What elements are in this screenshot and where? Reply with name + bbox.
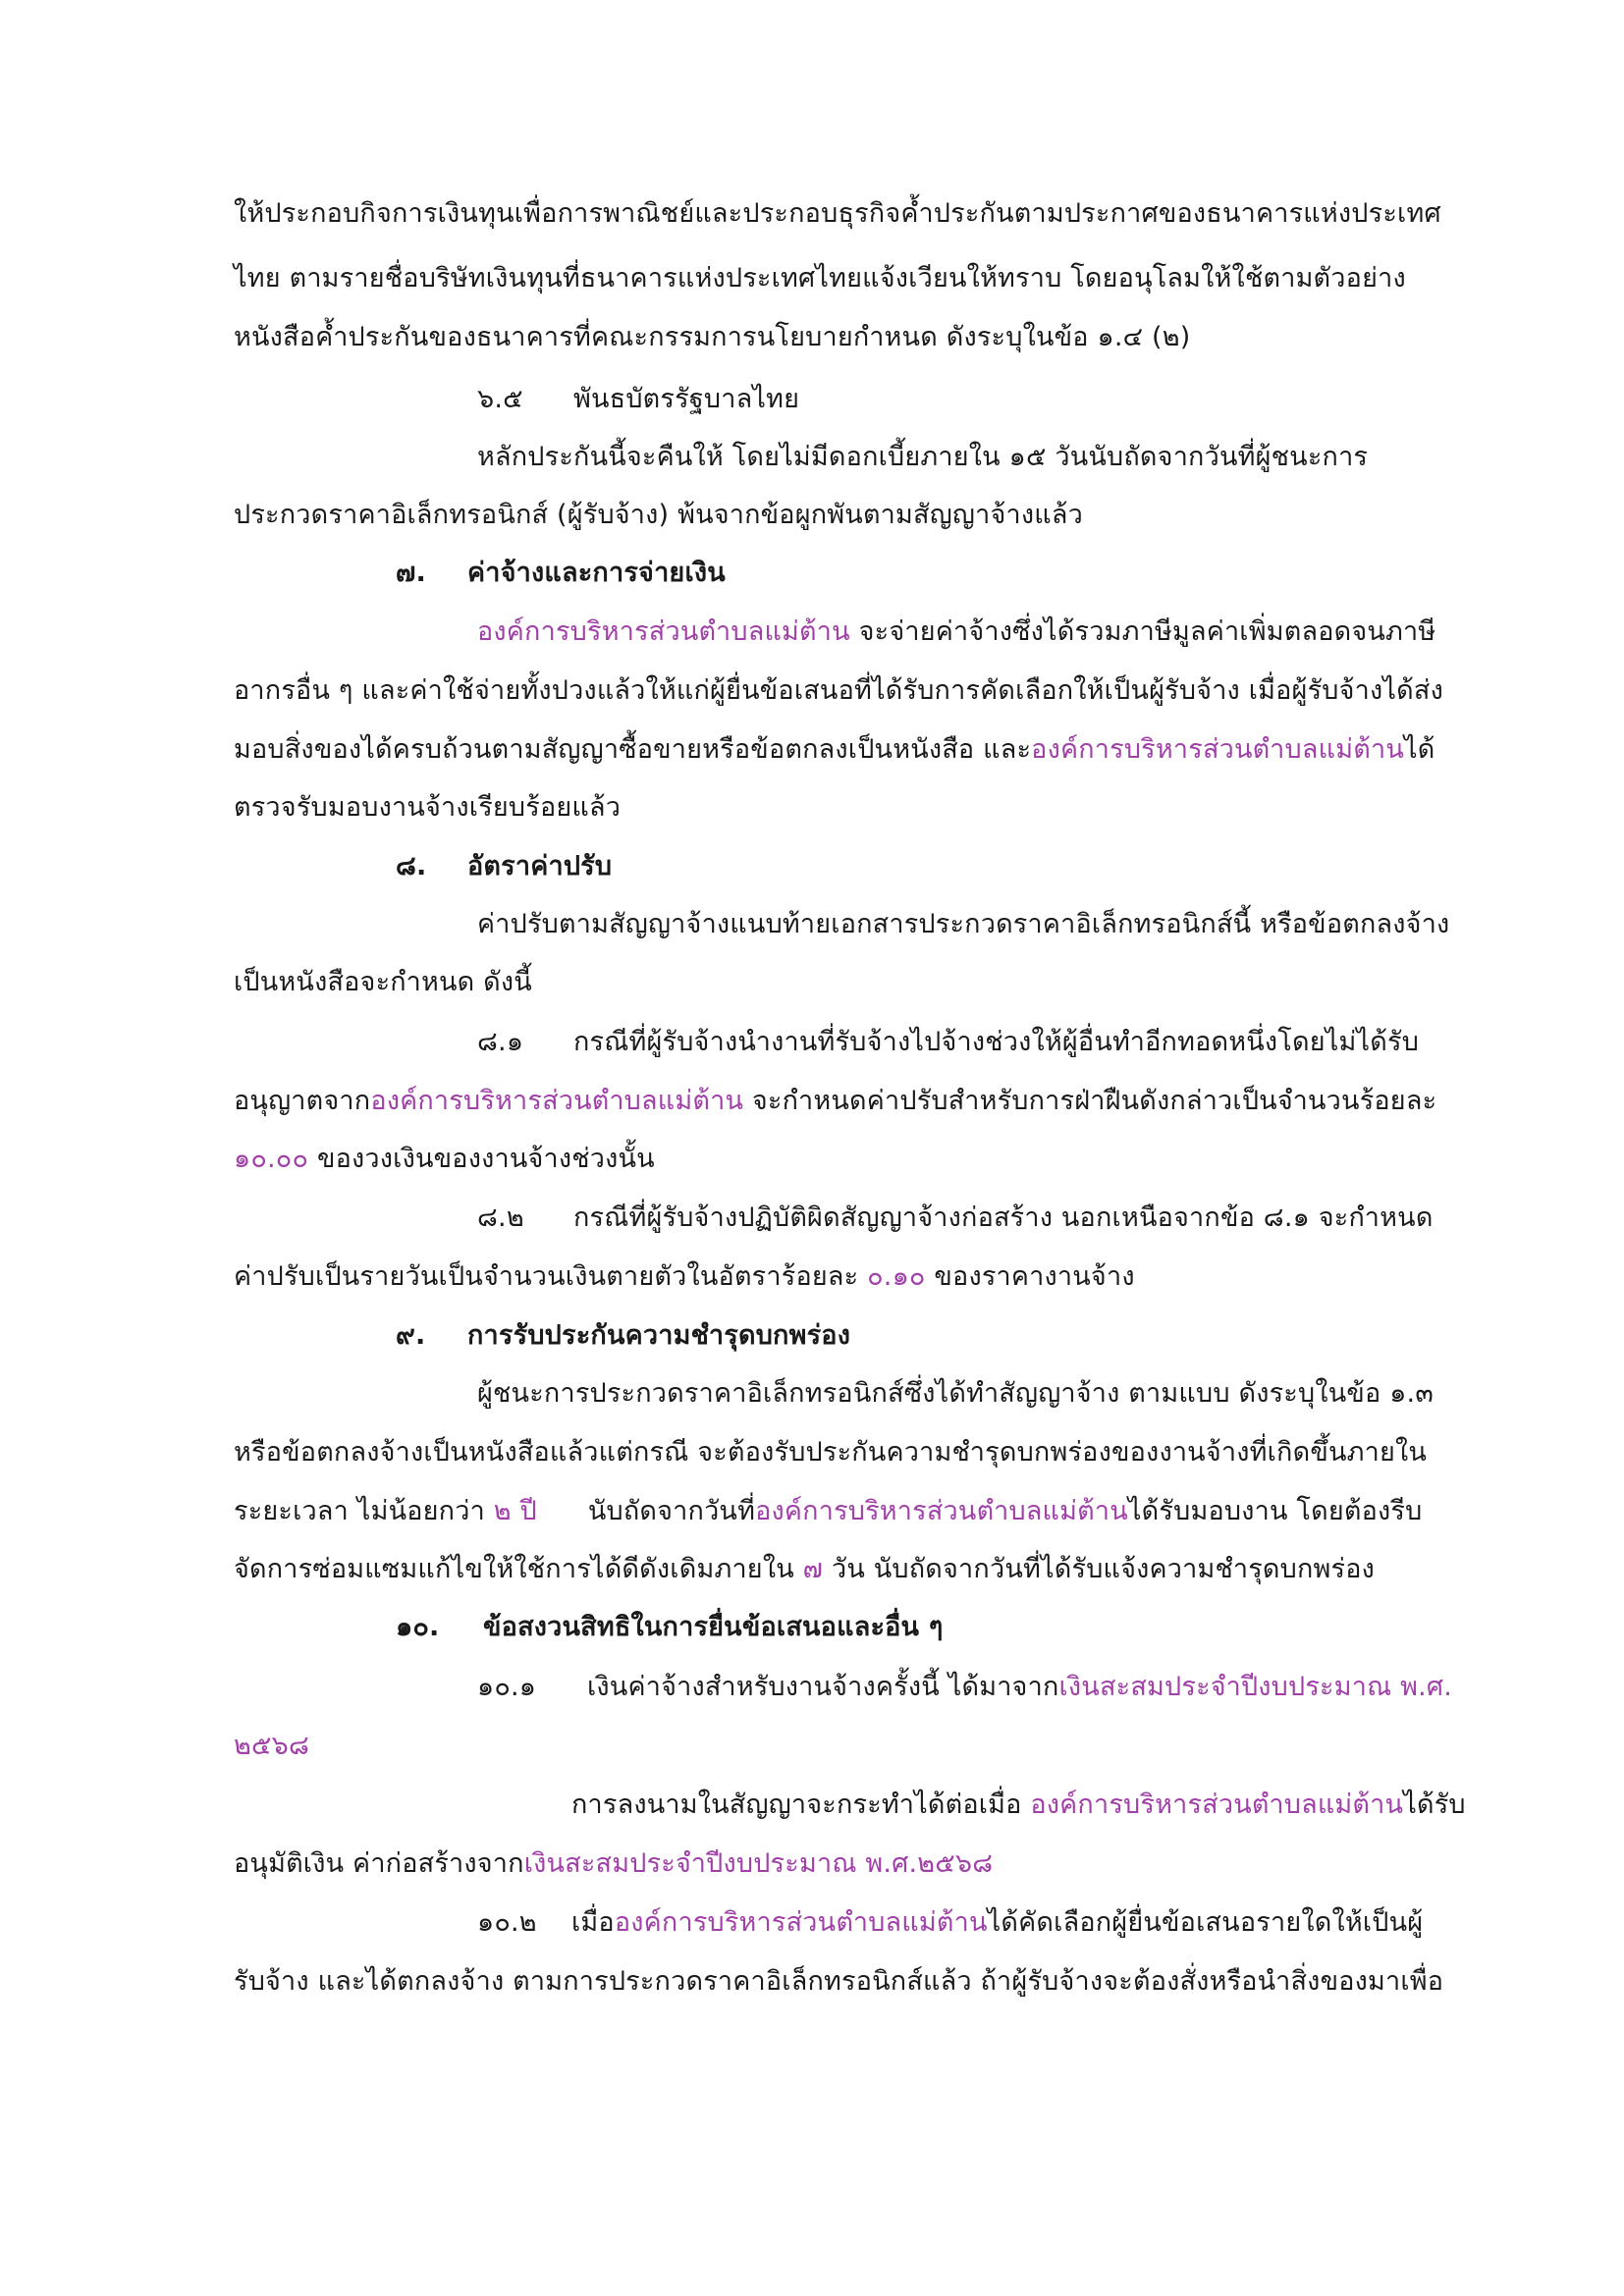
org-name: องค์การบริหารส่วนตำบลแม่ต้าน — [755, 1496, 1128, 1526]
section-9-title: การรับประกันความชำรุดบกพร่อง — [467, 1320, 851, 1351]
paragraph-line: อนุญาตจากองค์การบริหารส่วนตำบลแม่ต้าน จะกำหนดค่าปรับสำหรับการฝ่าฝืนดังกล่าวเป็นจำนวนร้อยละ — [234, 1086, 1437, 1116]
paragraph-line: กรณีที่ผู้รับจ้างปฏิบัติผิดสัญญาจ้างก่อสร้าง นอกเหนือจากข้อ ๘.๑ จะกำหนด — [573, 1202, 1434, 1233]
paragraph-line: ค่าปรับเป็นรายวันเป็นจำนวนเงินตายตัวในอัตราร้อยละ ๐.๑๐ ของราคางานจ้าง — [234, 1261, 1135, 1292]
paragraph-line — [234, 192, 1441, 236]
text: ไทย ตามรายชื่อบริษัทเงินทุนที่ธนาคารแห่งประเทศไทยแจ้งเวียนให้ทราบ โดยอนุโลมให้ใช้ตามตัวอย่าง — [234, 263, 1406, 294]
item-6-5-text: พันธบัตรรัฐบาลไทย — [573, 384, 800, 414]
text: ให้ประกอบกิจการเงินทุนเพื่อการพาณิชย์และประกอบธุรกิจค้ำประกันตามประกาศของธนาคารแห่งประเทศ — [234, 198, 1441, 229]
text: หนังสือค้ำประกันของธนาคารที่คณะกรรมการนโยบายกำหนด ดังระบุในข้อ ๑.๔ (๒) — [234, 322, 1191, 352]
repair-days: ๗ — [802, 1554, 824, 1584]
warranty-period: ๒ ปี — [493, 1496, 537, 1526]
org-name: องค์การบริหารส่วนตำบลแม่ต้าน — [1031, 734, 1404, 765]
paragraph-line: กรณีที่ผู้รับจ้างนำงานที่รับจ้างไปจ้างช่วงให้ผู้อื่นทำอีกทอดหนึ่งโดยไม่ได้รับ — [573, 1027, 1420, 1057]
section-10-title: ข้อสงวนสิทธิในการยื่นข้อเสนอและอื่น ๆ — [483, 1612, 944, 1642]
daily-penalty-percent: ๐.๑๐ — [867, 1261, 926, 1292]
paragraph-line: การลงนามในสัญญาจะกระทำได้ต่อเมื่อ องค์การบริหารส่วนตำบลแม่ต้านได้รับ — [571, 1789, 1466, 1820]
paragraph-line: อากรอื่น ๆ และค่าใช้จ่ายทั้งปวงแล้วให้แก่ผู้ยื่นข้อเสนอที่ได้รับการคัดเลือกให้เป็นผู้รับจ้าง เมื่อผู้รับจ้างได้ส่ง — [234, 675, 1443, 706]
org-name: องค์การบริหารส่วนตำบลแม่ต้าน — [477, 616, 850, 647]
budget-year: ๒๕๖๘ — [234, 1731, 310, 1761]
item-6-5-number: ๖.๕ — [477, 384, 523, 414]
paragraph-line — [234, 1725, 309, 1768]
item-10-2-number: ๑๐.๒ — [477, 1907, 537, 1938]
item-8-1-number: ๘.๑ — [477, 1027, 524, 1057]
paragraph-line: ตรวจรับมอบงานจ้างเรียบร้อยแล้ว — [234, 792, 622, 823]
org-name: องค์การบริหารส่วนตำบลแม่ต้าน — [370, 1086, 744, 1116]
item-8-2-number: ๘.๒ — [477, 1202, 524, 1233]
paragraph-line: หรือข้อตกลงจ้างเป็นหนังสือแล้วแต่กรณี จะต้องรับประกันความชำรุดบกพร่องของงานจ้างที่เกิดขึ้นภายใน — [234, 1437, 1428, 1468]
paragraph-line: รับจ้าง และได้ตกลงจ้าง ตามการประกวดราคาอิเล็กทรอนิกส์แล้ว ถ้าผู้รับจ้างจะต้องสั่งหรือนำสิ่งของมาเพื่อ — [234, 1966, 1444, 1997]
section-7-title: ค่าจ้างและการจ่ายเงิน — [467, 558, 726, 588]
budget-source: เงินสะสมประจำปีงบประมาณ พ.ศ.๒๕๖๘ — [523, 1848, 994, 1879]
paragraph-line: เป็นหนังสือจะกำหนด ดังนี้ — [234, 967, 532, 997]
paragraph-line: ประกวดราคาอิเล็กทรอนิกส์ (ผู้รับจ้าง) พ้นจากข้อผูกพันตามสัญญาจ้างแล้ว — [234, 500, 1083, 530]
paragraph-line — [234, 316, 1191, 359]
section-8-title: อัตราค่าปรับ — [467, 851, 613, 881]
paragraph-line: เมื่อองค์การบริหารส่วนตำบลแม่ต้านได้คัดเลือกผู้ยื่นข้อเสนอรายใดให้เป็นผู้ — [571, 1907, 1424, 1938]
budget-source: เงินสะสมประจำปีงบประมาณ พ.ศ. — [1058, 1672, 1453, 1702]
section-9-number: ๙. — [396, 1320, 426, 1351]
paragraph-line: อนุมัติเงิน ค่าก่อสร้างจากเงินสะสมประจำปีงบประมาณ พ.ศ.๒๕๖๘ — [234, 1848, 994, 1879]
paragraph-line: หลักประกันนี้จะคืนให้ โดยไม่มีดอกเบี้ยภายใน ๑๕ วันนับถัดจากวันที่ผู้ชนะการ — [477, 442, 1369, 472]
section-10-number: ๑๐. — [396, 1612, 440, 1642]
paragraph-line: เงินค่าจ้างสำหรับงานจ้างครั้งนี้ ได้มาจากเงินสะสมประจำปีงบประมาณ พ.ศ. — [587, 1672, 1453, 1702]
item-10-1-number: ๑๐.๑ — [477, 1672, 537, 1702]
paragraph-line: ผู้ชนะการประกวดราคาอิเล็กทรอนิกส์ซึ่งได้ทำสัญญาจ้าง ตามแบบ ดังระบุในข้อ ๑.๓ — [477, 1378, 1434, 1409]
paragraph-line: มอบสิ่งของได้ครบถ้วนตามสัญญาซื้อขายหรือข้อตกลงเป็นหนังสือ และองค์การบริหารส่วนตำบลแม่ต้านได้ — [234, 734, 1435, 765]
paragraph-line: ค่าปรับตามสัญญาจ้างแนบท้ายเอกสารประกวดราคาอิเล็กทรอนิกส์นี้ หรือข้อตกลงจ้าง — [477, 909, 1450, 939]
org-name: องค์การบริหารส่วนตำบลแม่ต้าน — [1030, 1789, 1404, 1820]
org-name: องค์การบริหารส่วนตำบลแม่ต้าน — [614, 1907, 988, 1938]
penalty-percent: ๑๐.๐๐ — [234, 1144, 309, 1174]
paragraph-line — [234, 257, 1406, 300]
section-8-number: ๘. — [396, 851, 427, 881]
paragraph-line: ระยะเวลา ไม่น้อยกว่า ๒ ปี นับถัดจากวันที่องค์การบริหารส่วนตำบลแม่ต้านได้รับมอบงาน โดยต้องรีบ — [234, 1496, 1423, 1526]
paragraph-line: ๑๐.๐๐ ของวงเงินของงานจ้างช่วงนั้น — [234, 1144, 655, 1174]
paragraph-line: จัดการซ่อมแซมแก้ไขให้ใช้การได้ดีดังเดิมภายใน ๗ วัน นับถัดจากวันที่ได้รับแจ้งความชำรุดบกพร่อง — [234, 1554, 1376, 1584]
section-7-number: ๗. — [396, 558, 426, 588]
paragraph-line: องค์การบริหารส่วนตำบลแม่ต้าน จะจ่ายค่าจ้างซึ่งได้รวมภาษีมูลค่าเพิ่มตลอดจนภาษี — [477, 616, 1436, 647]
